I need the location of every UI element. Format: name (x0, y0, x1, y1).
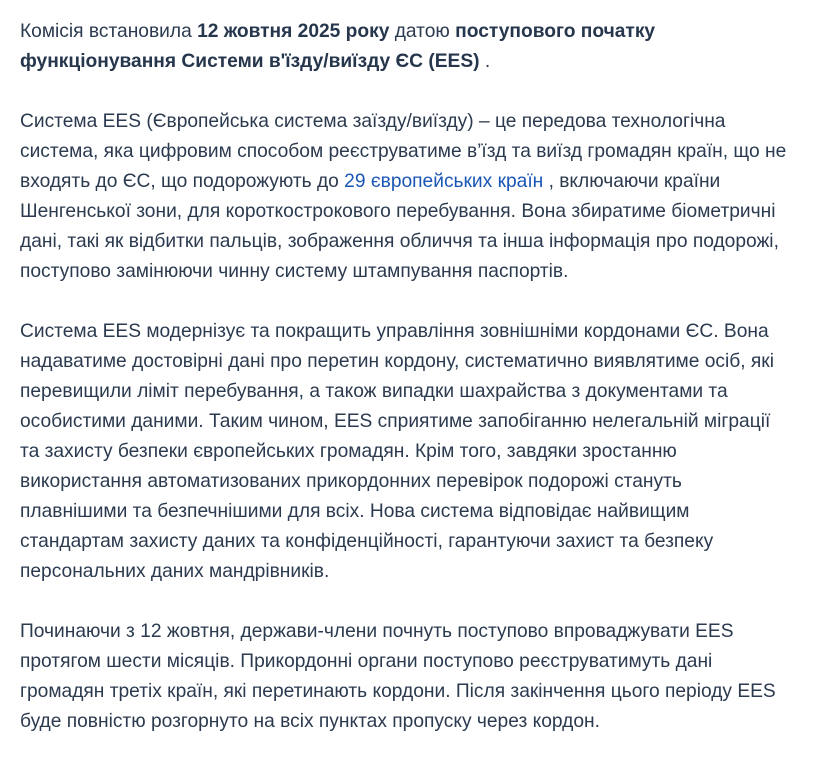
text-line: буде повністю розгорнуто на всіх пунктах пропуску через кордон. (20, 711, 600, 732)
text-line: та захисту безпеки європейських громадян. Крім того, завдяки зростанню (20, 441, 677, 462)
text-span: Комісія встановила (20, 21, 198, 42)
paragraph-rollout-period (20, 617, 828, 737)
text-line: дані, такі як відбитки пальців, зображення обличчя та інша інформація про подорожі, (20, 231, 779, 252)
text-line: Система EES (Європейська система заїзду/виїзду) – це передова технологічна (20, 111, 726, 132)
text-line: Шенгенської зони, для короткострокового перебування. Вона збиратиме біометричні (20, 201, 776, 222)
paragraph-border-management (20, 317, 828, 587)
text-line: система, яка цифровим способом реєструватиме в’їзд та виїзд громадян країн, що не (20, 141, 787, 162)
text-span: входять до ЄС, що подорожують до (20, 171, 345, 192)
text-line: персональних даних мандрівників. (20, 561, 330, 582)
text-line (20, 17, 828, 47)
text-span: датою (389, 21, 456, 42)
bold-phrase: поступового початку (455, 21, 656, 42)
text-line: Починаючи з 12 жовтня, держави-члени почнуть поступово впроваджувати EES (20, 621, 734, 642)
paragraph-launch-date (20, 17, 828, 77)
text-line: поступово замінюючи чинну систему штампування паспортів. (20, 261, 569, 282)
text-line: протягом шести місяців. Прикордонні органи поступово реєструватимуть дані (20, 651, 713, 672)
text-line: надаватиме достовірні дані про перетин кордону, систематично виявлятиме осіб, які (20, 351, 774, 372)
text-line: використання автоматизованих прикордонних перевірок подорожі стануть (20, 471, 682, 492)
text-line (20, 167, 828, 197)
article-body (20, 17, 828, 767)
european-countries-link[interactable]: 29 європейських країн (344, 171, 544, 192)
text-line (20, 47, 828, 77)
bold-date: 12 жовтня 2025 року (197, 21, 390, 42)
text-span: . (479, 51, 491, 72)
text-line: плавнішими та безпечнішими для всіх. Нова система відповідає найвищим (20, 501, 690, 522)
text-line: особистими даними. Таким чином, EES сприятиме запобіганню нелегальній міграції (20, 411, 771, 432)
text-line: громадян третіх країн, які перетинають кордони. Після закінчення цього періоду EES (20, 681, 776, 702)
paragraph-ees-description (20, 107, 828, 287)
text-line: перевищили ліміт перебування, а також випадки шахрайства з документами та (20, 381, 728, 402)
bold-system-name: функціонування Системи в'їзду/виїзду ЄС (EES) (20, 51, 480, 72)
text-line: Система EES модернізує та покращить управління зовнішніми кордонами ЄС. Вона (20, 321, 769, 342)
text-span: , включаючи країни (543, 171, 721, 192)
text-line: стандартам захисту даних та конфіденційності, гарантуючи захист та безпеку (20, 531, 714, 552)
